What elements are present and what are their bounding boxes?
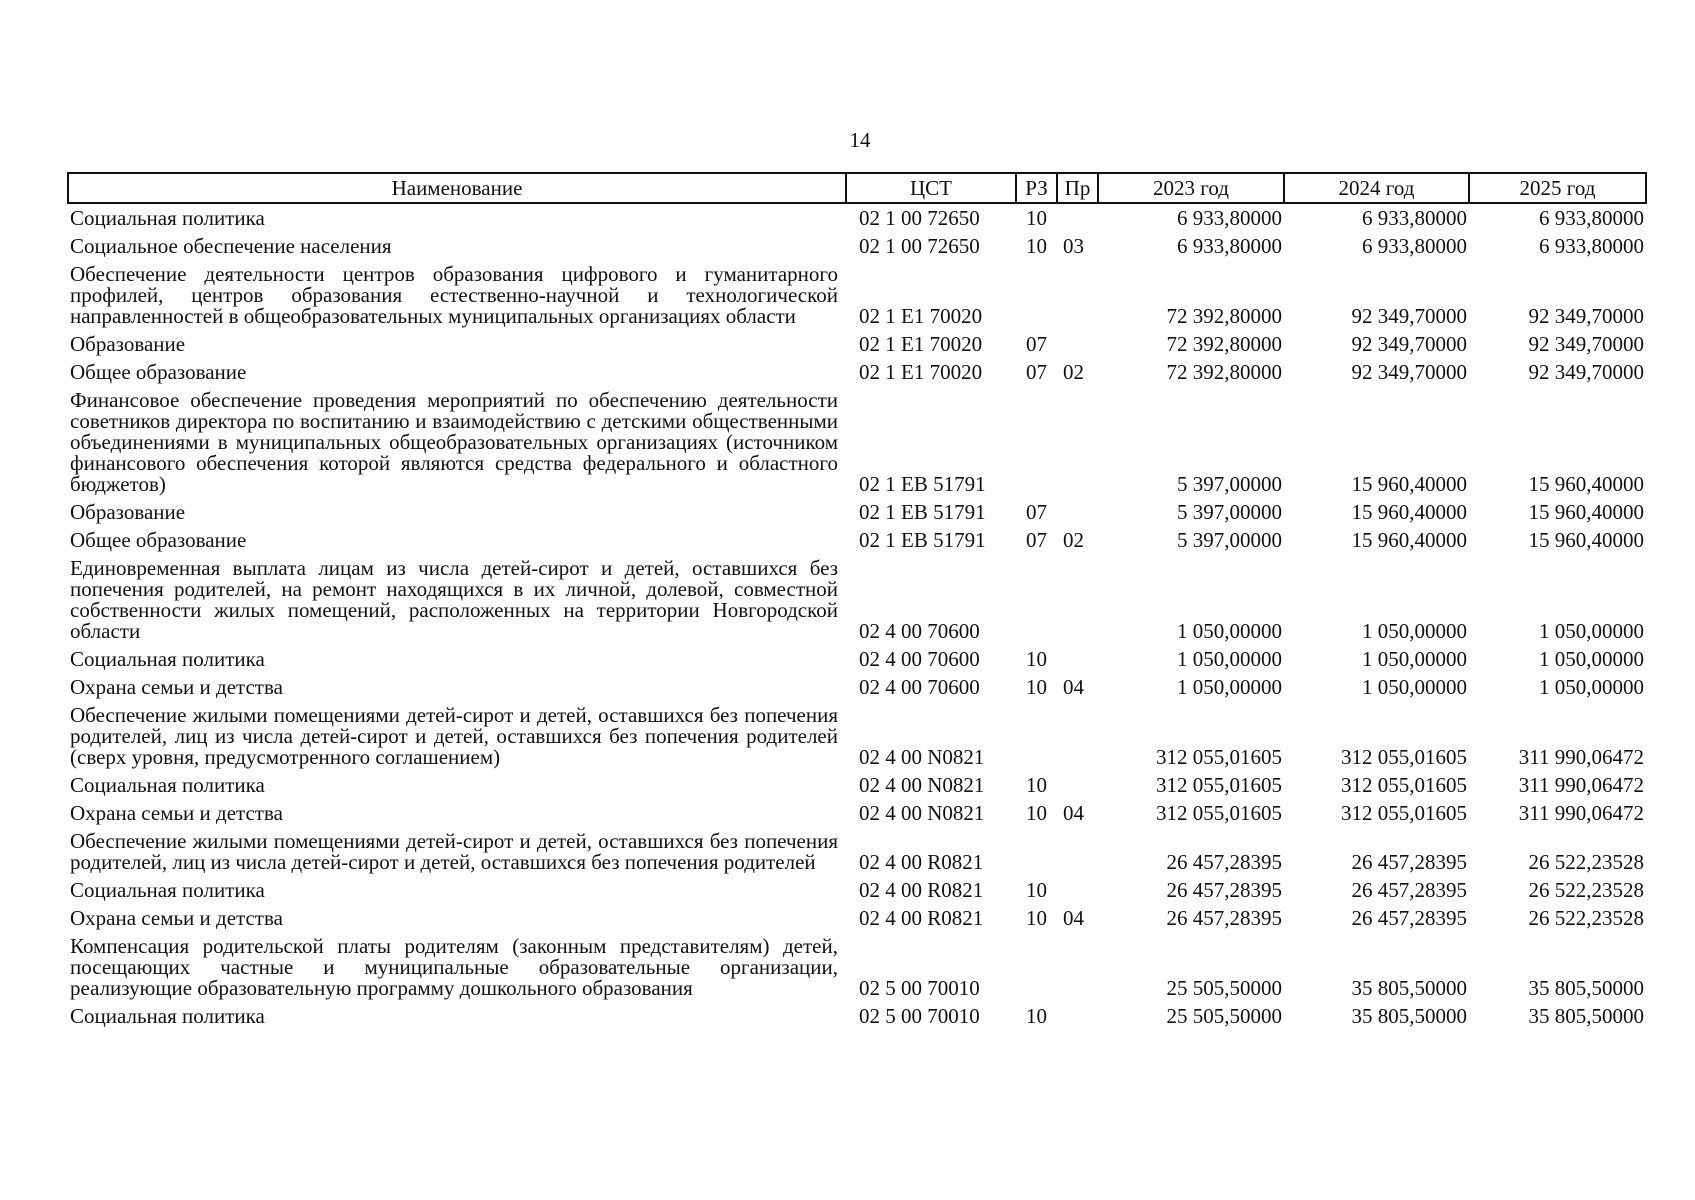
cell-2024: 1 050,00000 xyxy=(1362,619,1467,643)
cell-2025: 1 050,00000 xyxy=(1539,675,1644,699)
header-2024: 2024 год xyxy=(1284,173,1469,203)
cell-2024: 312 055,01605 xyxy=(1341,745,1467,769)
cell-cst: 02 1 E1 70020 xyxy=(859,360,983,384)
cell-2025: 35 805,50000 xyxy=(1528,1004,1644,1028)
cell-rz: 10 xyxy=(1026,773,1047,797)
cell-rz xyxy=(1016,260,1057,330)
cell-name: Компенсация родительской платы родителям (законным представителям) детей, посещающих частные и муниципальные образовательные организации, реализующие образовательную программу дошкольного образования xyxy=(70,934,838,1000)
table-header-row xyxy=(68,173,1646,203)
cell-2025: 1 050,00000 xyxy=(1539,619,1644,643)
table-row xyxy=(68,260,1646,330)
cell-rz: 10 xyxy=(1026,801,1047,825)
cell-name: Социальная политика xyxy=(70,878,265,902)
cell-pr xyxy=(1057,645,1098,673)
cell-2023: 25 505,50000 xyxy=(1166,1004,1282,1028)
table-row xyxy=(68,771,1646,799)
cell-2023: 312 055,01605 xyxy=(1156,801,1282,825)
cell-rz: 07 xyxy=(1026,500,1047,524)
cell-pr xyxy=(1057,260,1098,330)
cell-pr xyxy=(1057,827,1098,876)
cell-pr: 04 xyxy=(1063,675,1084,699)
cell-2024: 92 349,70000 xyxy=(1351,304,1467,328)
table-body xyxy=(68,203,1646,1030)
cell-cst: 02 4 00 70600 xyxy=(859,675,980,699)
table-row xyxy=(68,827,1646,876)
cell-pr xyxy=(1057,932,1098,1002)
cell-name: Социальная политика xyxy=(70,206,265,230)
cell-cst: 02 1 EB 51791 xyxy=(859,472,986,496)
cell-2023: 5 397,00000 xyxy=(1177,528,1282,552)
cell-2025: 1 050,00000 xyxy=(1539,647,1644,671)
cell-cst: 02 5 00 70010 xyxy=(859,976,980,1000)
cell-name: Обеспечение жилыми помещениями детей-сирот и детей, оставшихся без попечения родителей, лиц из числа детей-сирот и детей, оставшихся без попечения родителей xyxy=(70,829,838,874)
table-row xyxy=(68,701,1646,771)
cell-pr: 02 xyxy=(1063,528,1084,552)
cell-name: Образование xyxy=(70,500,186,524)
cell-pr xyxy=(1057,498,1098,526)
cell-rz: 07 xyxy=(1026,360,1047,384)
cell-cst: 02 4 00 N0821 xyxy=(859,745,985,769)
cell-cst: 02 4 00 N0821 xyxy=(859,801,985,825)
cell-2023: 1 050,00000 xyxy=(1177,675,1282,699)
cell-name: Обеспечение деятельности центров образования цифрового и гуманитарного профилей, центров образования естественно-научной и технологической направленностей в общеобразовательных муниципальных организациях области xyxy=(70,262,838,328)
cell-2025: 311 990,06472 xyxy=(1518,801,1644,825)
cell-cst: 02 1 EB 51791 xyxy=(859,528,986,552)
budget-table xyxy=(67,172,1647,1030)
cell-2025: 26 522,23528 xyxy=(1528,878,1644,902)
cell-cst: 02 4 00 N0821 xyxy=(859,773,985,797)
cell-2023: 26 457,28395 xyxy=(1166,878,1282,902)
header-cst: ЦСТ xyxy=(846,173,1016,203)
cell-rz xyxy=(1016,386,1057,498)
cell-rz xyxy=(1016,554,1057,645)
table-row xyxy=(68,203,1646,232)
cell-cst: 02 4 00 70600 xyxy=(859,647,980,671)
table-row xyxy=(68,645,1646,673)
table-row xyxy=(68,498,1646,526)
table-row xyxy=(68,386,1646,498)
cell-2024: 1 050,00000 xyxy=(1362,675,1467,699)
cell-2025: 15 960,40000 xyxy=(1528,500,1644,524)
cell-pr xyxy=(1057,771,1098,799)
cell-2023: 6 933,80000 xyxy=(1177,206,1282,230)
cell-cst: 02 1 EB 51791 xyxy=(859,500,986,524)
cell-2024: 15 960,40000 xyxy=(1351,500,1467,524)
cell-2025: 35 805,50000 xyxy=(1528,976,1644,1000)
cell-2025: 92 349,70000 xyxy=(1528,332,1644,356)
cell-2023: 5 397,00000 xyxy=(1177,472,1282,496)
cell-cst: 02 5 00 70010 xyxy=(859,1004,980,1028)
cell-pr xyxy=(1057,203,1098,232)
cell-2023: 72 392,80000 xyxy=(1166,360,1282,384)
table-row xyxy=(68,358,1646,386)
cell-name: Охрана семьи и детства xyxy=(70,675,283,699)
cell-cst: 02 1 E1 70020 xyxy=(859,304,983,328)
cell-2023: 26 457,28395 xyxy=(1166,906,1282,930)
cell-cst: 02 1 00 72650 xyxy=(859,206,980,230)
cell-2024: 26 457,28395 xyxy=(1351,878,1467,902)
cell-2024: 92 349,70000 xyxy=(1351,360,1467,384)
table-row xyxy=(68,876,1646,904)
cell-pr xyxy=(1057,1002,1098,1030)
cell-pr: 04 xyxy=(1063,801,1084,825)
cell-name: Социальная политика xyxy=(70,647,265,671)
cell-2024: 26 457,28395 xyxy=(1351,906,1467,930)
cell-2025: 311 990,06472 xyxy=(1518,773,1644,797)
cell-name: Финансовое обеспечение проведения мероприятий по обеспечению деятельности советников директора по воспитанию и взаимодействию с детскими общественными объединениями в муниципальных общеобразовательных организациях (источником финансового обеспечения которой являются средства федерального и областного бюджетов) xyxy=(70,388,838,496)
table-row xyxy=(68,554,1646,645)
cell-2025: 6 933,80000 xyxy=(1539,234,1644,258)
cell-2023: 1 050,00000 xyxy=(1177,619,1282,643)
cell-name: Охрана семьи и детства xyxy=(70,906,283,930)
cell-2024: 312 055,01605 xyxy=(1341,801,1467,825)
cell-pr: 03 xyxy=(1063,234,1084,258)
cell-name: Общее образование xyxy=(70,528,247,552)
cell-rz: 10 xyxy=(1026,647,1047,671)
cell-cst: 02 4 00 70600 xyxy=(859,619,980,643)
cell-2025: 92 349,70000 xyxy=(1528,304,1644,328)
cell-2024: 312 055,01605 xyxy=(1341,773,1467,797)
cell-name: Социальное обеспечение населения xyxy=(70,234,392,258)
cell-rz: 10 xyxy=(1026,234,1047,258)
cell-rz: 07 xyxy=(1026,528,1047,552)
header-2025: 2025 год xyxy=(1469,173,1646,203)
cell-pr xyxy=(1057,701,1098,771)
cell-pr: 04 xyxy=(1063,906,1084,930)
cell-name: Обеспечение жилыми помещениями детей-сирот и детей, оставшихся без попечения родителей, лиц из числа детей-сирот и детей, оставшихся без попечения родителей (сверх уровня, предусмотренного соглашением) xyxy=(70,703,838,769)
header-name: Наименование xyxy=(68,173,846,203)
cell-rz: 07 xyxy=(1026,332,1047,356)
header-2023: 2023 год xyxy=(1098,173,1284,203)
cell-2024: 15 960,40000 xyxy=(1351,528,1467,552)
cell-rz: 10 xyxy=(1026,906,1047,930)
cell-2025: 15 960,40000 xyxy=(1528,528,1644,552)
cell-name: Образование xyxy=(70,332,186,356)
cell-name: Единовременная выплата лицам из числа детей-сирот и детей, оставшихся без попечения родителей, на ремонт находящихся в их личной, долевой, совместной собственности жилых помещений, расположенных на территории Новгородской области xyxy=(70,556,838,643)
cell-cst: 02 1 E1 70020 xyxy=(859,332,983,356)
cell-2025: 26 522,23528 xyxy=(1528,906,1644,930)
table-row xyxy=(68,330,1646,358)
cell-2024: 6 933,80000 xyxy=(1362,206,1467,230)
cell-2023: 25 505,50000 xyxy=(1166,976,1282,1000)
cell-name: Социальная политика xyxy=(70,1004,265,1028)
cell-rz xyxy=(1016,827,1057,876)
cell-rz xyxy=(1016,932,1057,1002)
cell-cst: 02 4 00 R0821 xyxy=(859,906,984,930)
cell-2025: 92 349,70000 xyxy=(1528,360,1644,384)
cell-name: Социальная политика xyxy=(70,773,265,797)
table-row xyxy=(68,673,1646,701)
cell-cst: 02 4 00 R0821 xyxy=(859,850,984,874)
table-row xyxy=(68,526,1646,554)
table-row xyxy=(68,799,1646,827)
cell-2023: 6 933,80000 xyxy=(1177,234,1282,258)
cell-2024: 35 805,50000 xyxy=(1351,1004,1467,1028)
cell-rz: 10 xyxy=(1026,675,1047,699)
cell-cst: 02 1 00 72650 xyxy=(859,234,980,258)
cell-2023: 1 050,00000 xyxy=(1177,647,1282,671)
table-row xyxy=(68,1002,1646,1030)
cell-cst: 02 4 00 R0821 xyxy=(859,878,984,902)
cell-2024: 35 805,50000 xyxy=(1351,976,1467,1000)
cell-pr xyxy=(1057,330,1098,358)
cell-2023: 72 392,80000 xyxy=(1166,304,1282,328)
cell-pr xyxy=(1057,554,1098,645)
cell-pr: 02 xyxy=(1063,360,1084,384)
cell-2025: 26 522,23528 xyxy=(1528,850,1644,874)
table-row xyxy=(68,932,1646,1002)
cell-name: Охрана семьи и детства xyxy=(70,801,283,825)
page-number: 14 xyxy=(849,128,871,152)
cell-rz xyxy=(1016,701,1057,771)
table-row xyxy=(68,232,1646,260)
cell-2025: 15 960,40000 xyxy=(1528,472,1644,496)
cell-rz: 10 xyxy=(1026,206,1047,230)
cell-rz: 10 xyxy=(1026,878,1047,902)
cell-2024: 6 933,80000 xyxy=(1362,234,1467,258)
cell-2024: 92 349,70000 xyxy=(1351,332,1467,356)
cell-pr xyxy=(1057,876,1098,904)
cell-2023: 72 392,80000 xyxy=(1166,332,1282,356)
cell-2024: 1 050,00000 xyxy=(1362,647,1467,671)
cell-name: Общее образование xyxy=(70,360,247,384)
cell-2023: 312 055,01605 xyxy=(1156,745,1282,769)
cell-2025: 6 933,80000 xyxy=(1539,206,1644,230)
cell-pr xyxy=(1057,386,1098,498)
cell-2023: 5 397,00000 xyxy=(1177,500,1282,524)
cell-2024: 26 457,28395 xyxy=(1351,850,1467,874)
header-rz: РЗ xyxy=(1016,173,1057,203)
cell-2025: 311 990,06472 xyxy=(1518,745,1644,769)
cell-rz: 10 xyxy=(1026,1004,1047,1028)
table-row xyxy=(68,904,1646,932)
header-pr: Пр xyxy=(1057,173,1098,203)
cell-2024: 15 960,40000 xyxy=(1351,472,1467,496)
cell-2023: 312 055,01605 xyxy=(1156,773,1282,797)
cell-2023: 26 457,28395 xyxy=(1166,850,1282,874)
